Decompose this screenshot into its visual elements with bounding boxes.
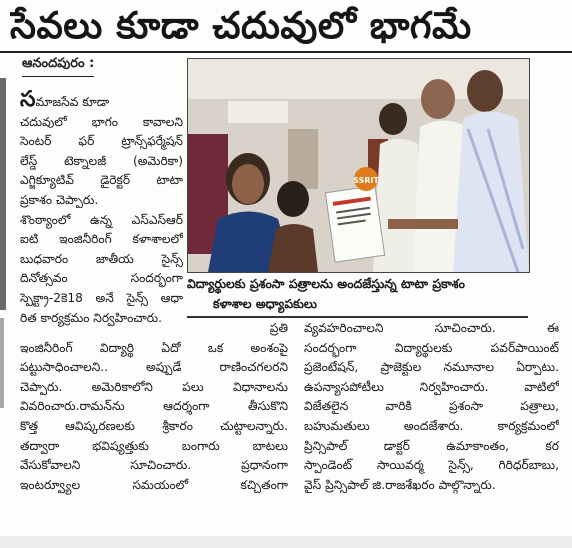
column-line: పట్టుసాధించాలని.. అప్పుడే రాణించగలరని (20, 360, 288, 375)
column-line: ఇంజినీరింగ్ విద్యార్థి ఏదో ఒక అంశంపై (20, 340, 288, 355)
column-line: తద్వారా భవిష్యత్తుకు బంగారు బాటలు (20, 438, 288, 453)
column-line: బహుమతులు అందజేశారు. కార్యక్రమంలో (304, 418, 559, 433)
column-line: చదువులో భాగం కావాలని (20, 114, 183, 129)
margin-bar (0, 78, 6, 310)
column-line: స్పెక్ట్రా-2కె18 అనే సైన్స్ ఆధా (20, 290, 183, 305)
article-column-lower-2 (304, 319, 559, 495)
column-line: చెప్పారు. అమెరికాలోని పలు విధానాలను (20, 379, 288, 394)
column-line: సందర్భంగా విద్యార్థులకు పవర్‌పాయింట్ (304, 340, 559, 355)
column-line: కొత్త ఆవిష్కరణలకు శ్రీకారం చుట్టాలన్నారు. (20, 418, 288, 433)
dateline: ఆనందపురం : (22, 56, 94, 77)
column-line: ఐటి ఇంజినీరింగ్ కళాశాలలో (20, 232, 183, 247)
column-line: సెంటర్ ఫర్ ట్రాన్స్‌ఫర్మేషన్ (20, 134, 183, 149)
column-line: ప్రతి (269, 321, 288, 335)
drop-cap: స (20, 90, 36, 112)
column-line: రిత కార్యక్రమం నిర్వహించారు. (20, 310, 163, 325)
caption-line-1: విద్యార్థులకు ప్రశంసా పత్రాలను అందజేస్తున్న టాటా ప్రకాశం (187, 276, 465, 291)
column-line: వ్యవహరించాలని సూచించారు. ఈ (304, 321, 559, 335)
column-line: ఉపన్యాసపోటీలు నిర్వహించారు. వాటిలో (304, 379, 559, 394)
photo-illustration (188, 59, 529, 272)
column-line: లేస్డ్ టెక్నాలజీ (అమెరికా) (20, 153, 183, 168)
photo-caption (187, 274, 528, 314)
column-line: వైస్ ప్రిన్సిపాల్ జి.రాజశేఖరం పాల్గొన్నారు. (304, 477, 496, 492)
margin-bar-lower (0, 318, 4, 408)
column-line: వివరించారు.రామన్‌ను ఆదర్శంగా తీసుకొని (20, 399, 288, 414)
column-line: ప్రజెంటేషన్, ప్రాజెక్టుల నమూనాల ఏర్పాటు. (304, 360, 559, 375)
column-line: వేసుకోవాలని సూచించారు. ప్రధానంగా (20, 458, 288, 473)
column-line: ఇంటర్వ్యూల సమయంలో కచ్చితంగా (20, 477, 288, 492)
column-line: ప్రిన్సిపాల్ డాక్టర్ ఉమాకాంతం, కర (304, 438, 559, 453)
article-column-lower-1 (20, 319, 288, 495)
column-line: శొంఠ్యాంలో ఉన్న ఎస్ఎస్‌ఆర్ (20, 212, 183, 227)
column-line: స్పాండెంట్ సాయివర్మ సైన్స్, గిరిధర్‌బాబు, (304, 458, 559, 473)
headline: సేవలు కూడా చదువులో భాగమే (10, 4, 472, 47)
headline-rule (0, 51, 572, 53)
article-column-1 (20, 90, 183, 328)
column-line: సమాజసేవ కూడా (20, 90, 183, 113)
page-edge (0, 536, 572, 548)
award-ceremony-photo (187, 58, 530, 273)
column-line: దినోత్సవం సందర్భంగా (20, 271, 183, 286)
column-line: ఎగ్జిక్యూటివ్ డైరెక్టర్ టాటా (20, 173, 183, 188)
caption-line-2: కళాశాల అధ్యాపకులు (213, 296, 317, 311)
certificate-logo-text: SSRIT (353, 176, 379, 185)
column-line: విజేతలైన వారికి ప్రశంసా పత్రాలు, (304, 399, 559, 414)
column-line: బుధవారం జాతీయ సైన్స్ (20, 251, 183, 266)
column-line: ప్రకాశం చెప్పారు. (20, 192, 99, 207)
caption-rule (187, 316, 528, 318)
